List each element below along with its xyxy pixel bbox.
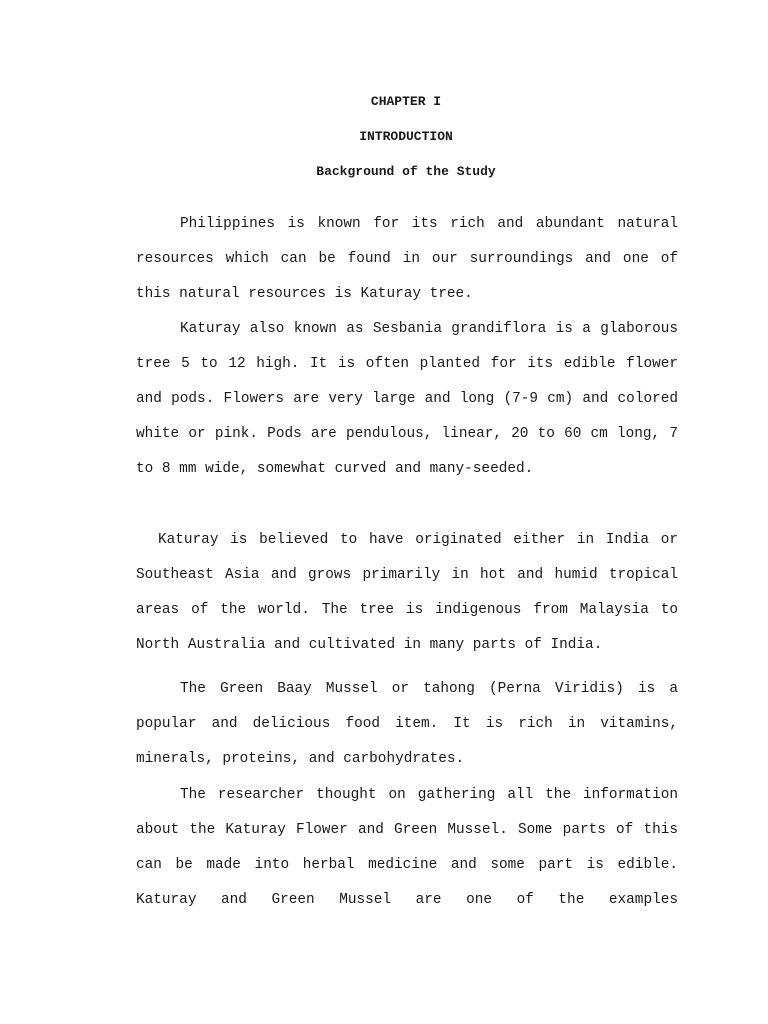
section-heading: INTRODUCTION xyxy=(359,129,453,144)
paragraph-katuray-origin: Katuray is believed to have originated either in India or Southeast Asia and grows primarily in hot and humid tropical areas of the world. The tree is indigenous from Malaysia to North Australia and cultivated in many parts of India. xyxy=(136,532,678,653)
paragraph-green-mussel: The Green Baay Mussel or tahong (Perna Viridis) is a popular and delicious food item. It is rich in vitamins, minerals, proteins, and carbohydrates. xyxy=(136,681,678,767)
subsection-heading: Background of the Study xyxy=(316,164,496,179)
chapter-heading: CHAPTER I xyxy=(370,94,442,109)
paragraph-katuray-description: Katuray also known as Sesbania grandiflora is a glaborous tree 5 to 12 high. It is often planted for its edible flower and pods. Flowers are very large and long (7-9 cm) and colored white or pink. Pods are pendulous, linear, 20 to 60 cm long, 7 to 8 mm wide, somewhat curved and many-seeded. xyxy=(136,321,678,477)
paragraph-researcher: The researcher thought on gathering all the information about the Katuray Flower and Green Mussel. Some parts of this can be made into herbal medicine and some part is edible. Katuray and Green Mussel are one of the examples xyxy=(136,787,678,908)
paragraph-philippines-resources: Philippines is known for its rich and abundant natural resources which can be found in our surroundings and one of this natural resources is Katuray tree. xyxy=(136,216,678,302)
